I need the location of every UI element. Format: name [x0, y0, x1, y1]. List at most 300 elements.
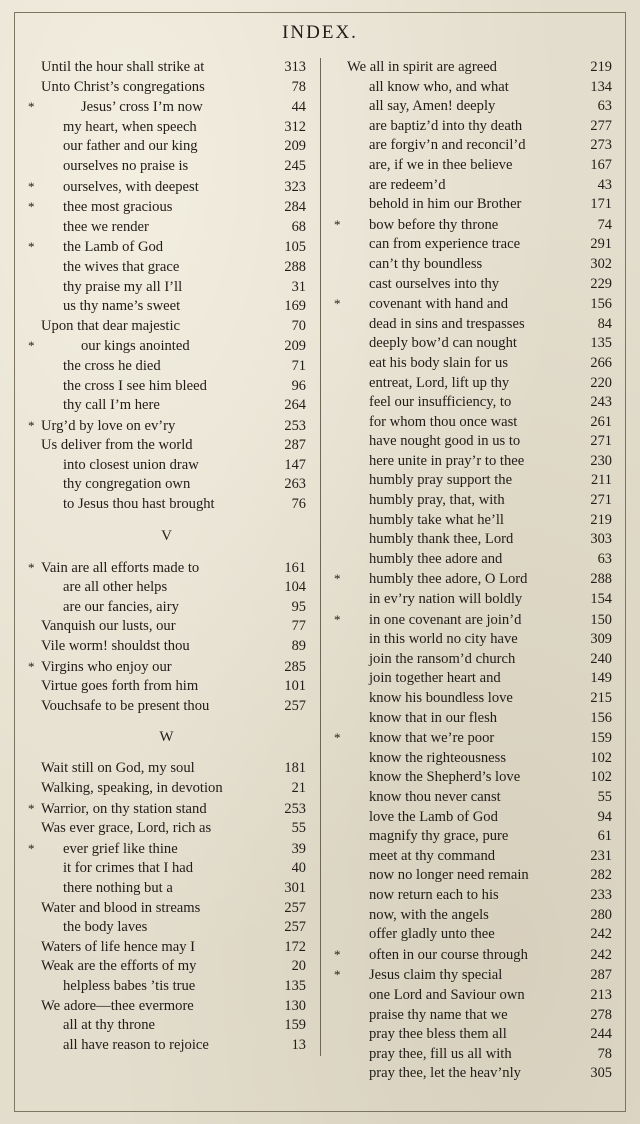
entry-title: know that in our flesh — [369, 709, 498, 726]
entry-title: pray thee, let the heav’nly — [369, 1065, 521, 1082]
index-entry — [334, 1045, 612, 1065]
entry-page-number: 167 — [590, 156, 612, 173]
index-entry — [334, 669, 612, 689]
entry-page-number: 156 — [590, 709, 612, 726]
entry-title: there nothing but a — [63, 879, 173, 896]
entry-title: thee we render — [63, 218, 149, 235]
index-entry — [28, 879, 306, 899]
index-entry — [334, 1064, 612, 1084]
entry-title: Walking, speaking, in devotion — [41, 780, 223, 796]
index-entry — [334, 906, 612, 926]
entry-page-number: 242 — [590, 946, 612, 963]
entry-title: it for crimes that I had — [63, 860, 194, 877]
entry-page-number: 55 — [597, 788, 612, 805]
index-entry — [334, 965, 612, 986]
entry-asterisk: * — [28, 338, 35, 354]
left-entries-u — [28, 58, 306, 515]
entry-title: often in our course through — [369, 946, 528, 963]
index-entry — [334, 413, 612, 433]
entry-title: helpless babes ’tis true — [63, 977, 196, 994]
entry-page-number: 169 — [284, 298, 306, 315]
entry-page-number: 288 — [590, 571, 612, 588]
entry-title: in ev’ry nation will boldly — [369, 591, 523, 608]
entry-title: all say, Amen! deeply — [369, 98, 496, 115]
index-entry — [28, 558, 306, 579]
left-entries-w — [28, 759, 306, 1055]
entry-page-number: 181 — [284, 760, 306, 777]
entry-title: Virgins who enjoy our — [41, 658, 172, 675]
entry-page-number: 43 — [597, 176, 612, 193]
entry-page-number: 70 — [291, 317, 306, 334]
entry-title: Until the hour shall strike at — [41, 59, 205, 75]
index-entry — [334, 58, 612, 78]
entry-page-number: 219 — [590, 59, 612, 75]
index-entry — [334, 117, 612, 137]
entry-title: in one covenant are join’d — [369, 611, 522, 628]
entry-page-number: 150 — [590, 611, 612, 628]
entry-page-number: 266 — [590, 354, 612, 371]
entry-page-number: 171 — [590, 196, 612, 213]
entry-page-number: 277 — [590, 117, 612, 134]
entry-title: Jesus claim thy special — [369, 967, 503, 984]
index-entry — [28, 218, 306, 238]
index-entry — [28, 819, 306, 839]
entry-title: Waters of life hence may I — [41, 938, 196, 955]
entry-page-number: 84 — [597, 315, 612, 332]
entry-title: magnify thy grace, pure — [369, 828, 509, 845]
entry-page-number: 245 — [284, 157, 306, 174]
index-entry — [28, 177, 306, 198]
index-entry — [334, 728, 612, 749]
entry-title: are redeem’d — [369, 176, 446, 193]
entry-title: eat his body slain for us — [369, 354, 509, 371]
entry-title: humbly thank thee, Lord — [369, 531, 514, 548]
entry-title: one Lord and Saviour own — [369, 986, 525, 1003]
entry-title: humbly pray, that, with — [369, 492, 505, 509]
entry-title: now no longer need remain — [369, 867, 529, 884]
entry-title: now return each to his — [369, 886, 499, 903]
entry-page-number: 303 — [590, 531, 612, 548]
index-entry — [28, 475, 306, 495]
entry-page-number: 63 — [597, 98, 612, 115]
index-entry — [334, 452, 612, 472]
entry-title: Vile worm! shouldst thou — [41, 638, 190, 655]
entry-title: can from experience trace — [369, 236, 521, 253]
entry-asterisk: * — [334, 296, 341, 312]
index-entry — [28, 396, 306, 416]
entry-title: know that we’re poor — [369, 730, 495, 747]
entry-page-number: 130 — [284, 997, 306, 1014]
entry-title: Wait still on God, my soul — [41, 760, 195, 777]
entry-page-number: 313 — [284, 59, 306, 75]
entry-page-number: 77 — [291, 618, 306, 635]
entry-title: humbly thee adore and — [369, 550, 503, 567]
index-entry — [28, 237, 306, 258]
entry-page-number: 287 — [284, 437, 306, 454]
entry-page-number: 63 — [597, 550, 612, 567]
index-entry — [334, 511, 612, 531]
entry-page-number: 230 — [590, 452, 612, 469]
entry-asterisk: * — [28, 559, 35, 575]
entry-page-number: 291 — [590, 236, 612, 253]
entry-title: now, with the angels — [369, 906, 489, 923]
entry-title: thy call I’m here — [63, 397, 160, 414]
page-content — [28, 22, 612, 1106]
index-entry — [334, 630, 612, 650]
entry-title: all have reason to rejoice — [63, 1036, 209, 1053]
index-entry — [28, 938, 306, 958]
entry-title: pray thee bless them all — [369, 1026, 507, 1043]
index-entry — [334, 275, 612, 295]
entry-title: the Lamb of God — [63, 239, 164, 256]
right-entries — [334, 58, 612, 1084]
entry-title: feel our insufficiency, to — [369, 394, 512, 411]
entry-title: Jesus’ cross I’m now — [81, 99, 203, 116]
entry-page-number: 102 — [590, 749, 612, 766]
entry-page-number: 134 — [590, 78, 612, 95]
entry-title: Vanquish our lusts, our — [41, 618, 176, 635]
index-entry — [334, 78, 612, 98]
entry-page-number: 159 — [284, 1017, 306, 1034]
entry-title: Warrior, on thy station stand — [41, 800, 207, 817]
index-entry — [334, 925, 612, 945]
entry-title: Vain are all efforts made to — [41, 559, 200, 576]
entry-title: praise thy name that we — [369, 1006, 508, 1023]
index-entry — [28, 677, 306, 697]
entry-title: ourselves no praise is — [63, 157, 189, 174]
entry-title: pray thee, fill us all with — [369, 1045, 512, 1062]
entry-page-number: 229 — [590, 275, 612, 292]
section-letter-w: W — [159, 729, 175, 746]
index-entry — [28, 637, 306, 657]
entry-page-number: 89 — [291, 638, 306, 655]
entry-title: thee most gracious — [63, 199, 173, 216]
index-entry — [28, 436, 306, 456]
entry-page-number: 135 — [284, 977, 306, 994]
index-entry — [28, 297, 306, 317]
index-entry — [334, 176, 612, 196]
entry-page-number: 78 — [291, 78, 306, 95]
index-entry — [28, 657, 306, 678]
entry-page-number: 31 — [291, 278, 306, 295]
index-entry — [334, 768, 612, 788]
index-entry — [28, 336, 306, 357]
index-entry — [28, 759, 306, 779]
index-entry — [28, 799, 306, 820]
entry-page-number: 264 — [284, 397, 306, 414]
index-entry — [28, 118, 306, 138]
index-entry — [334, 136, 612, 156]
entry-page-number: 21 — [291, 780, 306, 796]
entry-title: Urg’d by love on ev’ry — [41, 417, 176, 434]
index-entry — [28, 977, 306, 997]
index-entry — [28, 97, 306, 118]
entry-asterisk: * — [28, 840, 35, 856]
entry-asterisk: * — [28, 658, 35, 674]
entry-page-number: 172 — [284, 938, 306, 955]
entry-page-number: 312 — [284, 118, 306, 135]
entry-title: join the ransom’d church — [369, 650, 516, 667]
index-entry — [28, 456, 306, 476]
entry-page-number: 154 — [590, 591, 612, 608]
entry-page-number: 161 — [284, 559, 306, 576]
index-entry — [334, 866, 612, 886]
entry-page-number: 244 — [590, 1026, 612, 1043]
entry-title: the wives that grace — [63, 258, 180, 275]
entry-title: the body laves — [63, 919, 148, 936]
entry-page-number: 13 — [291, 1036, 306, 1053]
entry-page-number: 209 — [284, 338, 306, 355]
index-entry — [28, 918, 306, 938]
index-entry — [334, 689, 612, 709]
index-entry — [28, 377, 306, 397]
entry-page-number: 243 — [590, 394, 612, 411]
index-columns — [28, 58, 612, 1082]
index-entry — [28, 578, 306, 598]
entry-asterisk: * — [28, 800, 35, 816]
entry-title: Upon that dear majestic — [41, 317, 180, 334]
entry-title: love the Lamb of God — [369, 808, 498, 825]
entry-page-number: 309 — [590, 631, 612, 648]
entry-page-number: 305 — [590, 1065, 612, 1082]
entry-page-number: 40 — [291, 860, 306, 877]
entry-title: for whom thou once wast — [369, 413, 518, 430]
index-entry — [334, 749, 612, 769]
entry-asterisk: * — [334, 216, 341, 232]
index-entry — [334, 1025, 612, 1045]
entry-asterisk: * — [28, 99, 35, 115]
entry-page-number: 257 — [284, 697, 306, 714]
index-entry — [334, 1006, 612, 1026]
index-entry — [28, 317, 306, 337]
entry-page-number: 20 — [291, 958, 306, 975]
entry-asterisk: * — [334, 967, 341, 983]
index-entry — [28, 899, 306, 919]
entry-title: are baptiz’d into thy death — [369, 117, 523, 134]
index-entry — [28, 58, 306, 78]
entry-title: cast ourselves into thy — [369, 275, 500, 292]
index-entry — [28, 598, 306, 618]
entry-page-number: 219 — [590, 511, 612, 528]
entry-title: are forgiv’n and reconcil’d — [369, 137, 526, 154]
entry-page-number: 39 — [291, 840, 306, 857]
entry-page-number: 101 — [284, 678, 306, 695]
entry-page-number: 231 — [590, 847, 612, 864]
index-entry — [334, 550, 612, 570]
entry-page-number: 135 — [590, 335, 612, 352]
entry-title: the cross I see him bleed — [63, 377, 207, 394]
index-entry — [334, 709, 612, 729]
entry-title: all at thy throne — [63, 1017, 155, 1034]
entry-asterisk: * — [28, 178, 35, 194]
entry-title: our kings anointed — [81, 338, 190, 355]
entry-page-number: 261 — [590, 413, 612, 430]
entry-title: thy praise my all I’ll — [63, 278, 183, 295]
index-entry — [28, 1036, 306, 1056]
entry-title: Us deliver from the world — [41, 437, 193, 454]
index-entry — [334, 255, 612, 275]
entry-title: all know who, and what — [369, 78, 509, 95]
entry-page-number: 102 — [590, 769, 612, 786]
index-entry — [28, 137, 306, 157]
entry-title: bow before thy throne — [369, 216, 499, 233]
index-entry — [28, 416, 306, 437]
entry-page-number: 213 — [590, 986, 612, 1003]
right-column — [320, 58, 612, 1082]
entry-asterisk: * — [28, 199, 35, 215]
entry-title: into closest union draw — [63, 456, 199, 473]
entry-page-number: 273 — [590, 137, 612, 154]
entry-page-number: 282 — [590, 867, 612, 884]
index-entry — [334, 650, 612, 670]
entry-title: Weak are the efforts of my — [41, 958, 197, 975]
entry-page-number: 76 — [291, 496, 306, 513]
index-entry — [28, 957, 306, 977]
index-entry — [28, 997, 306, 1017]
index-entry — [334, 315, 612, 335]
entry-title: us thy name’s sweet — [63, 298, 181, 315]
entry-title: behold in him our Brother — [369, 196, 522, 213]
entry-title: know the Shepherd’s love — [369, 769, 521, 786]
index-entry — [334, 945, 612, 966]
index-entry — [334, 156, 612, 176]
entry-page-number: 240 — [590, 650, 612, 667]
entry-page-number: 323 — [284, 178, 306, 195]
entry-title: to Jesus thou hast brought — [63, 496, 215, 513]
entry-asterisk: * — [334, 571, 341, 587]
entry-title: offer gladly unto thee — [369, 926, 495, 943]
entry-title: We adore—thee evermore — [41, 997, 194, 1014]
index-entry — [28, 1016, 306, 1036]
index-entry — [334, 610, 612, 631]
entry-page-number: 78 — [597, 1045, 612, 1062]
entry-title: Water and blood in streams — [41, 899, 201, 916]
index-entry — [334, 788, 612, 808]
entry-title: humbly take what he’ll — [369, 511, 504, 528]
entry-page-number: 280 — [590, 906, 612, 923]
entry-title: are, if we in thee believe — [369, 156, 513, 173]
entry-page-number: 253 — [284, 800, 306, 817]
entry-page-number: 96 — [291, 377, 306, 394]
entry-title: here unite in pray’r to thee — [369, 452, 525, 469]
index-entry — [334, 235, 612, 255]
section-letter-v: V — [161, 527, 173, 544]
index-entry — [334, 808, 612, 828]
entry-title: deeply bow’d can nought — [369, 335, 517, 352]
index-entry — [334, 195, 612, 215]
index-entry — [334, 590, 612, 610]
entry-page-number: 147 — [284, 456, 306, 473]
entry-title: ever grief like thine — [63, 840, 178, 857]
entry-title: Virtue goes forth from him — [41, 678, 199, 695]
index-entry — [334, 827, 612, 847]
entry-page-number: 104 — [284, 579, 306, 596]
entry-page-number: 61 — [597, 828, 612, 845]
entry-page-number: 278 — [590, 1006, 612, 1023]
index-entry — [334, 354, 612, 374]
index-entry — [334, 97, 612, 117]
entry-title: our father and our king — [63, 138, 198, 155]
entry-title: humbly pray support the — [369, 472, 513, 489]
entry-title: covenant with hand and — [369, 296, 509, 313]
entry-page-number: 284 — [284, 199, 306, 216]
entry-title: meet at thy command — [369, 847, 496, 864]
entry-asterisk: * — [334, 611, 341, 627]
entry-page-number: 263 — [284, 476, 306, 493]
index-entry — [334, 491, 612, 511]
index-entry — [334, 432, 612, 452]
index-entry — [334, 530, 612, 550]
index-entry — [28, 357, 306, 377]
index-entry — [334, 374, 612, 394]
entry-page-number: 271 — [590, 492, 612, 509]
entry-page-number: 149 — [590, 670, 612, 687]
index-entry — [28, 495, 306, 515]
entry-page-number: 94 — [597, 808, 612, 825]
entry-page-number: 253 — [284, 417, 306, 434]
entry-asterisk: * — [334, 946, 341, 962]
index-entry — [334, 215, 612, 236]
index-entry — [28, 197, 306, 218]
entry-page-number: 105 — [284, 239, 306, 256]
entry-title: know thou never canst — [369, 788, 501, 805]
entry-title: thy congregation own — [63, 476, 191, 493]
entry-page-number: 55 — [291, 820, 306, 837]
entry-asterisk: * — [28, 417, 35, 433]
entry-title: humbly thee adore, O Lord — [369, 571, 528, 588]
entry-page-number: 302 — [590, 255, 612, 272]
entry-title: join together heart and — [369, 670, 501, 687]
entry-title: dead in sins and trespasses — [369, 315, 525, 332]
entry-title: know the righteousness — [369, 749, 507, 766]
entry-page-number: 257 — [284, 899, 306, 916]
entry-page-number: 287 — [590, 967, 612, 984]
entry-page-number: 44 — [291, 99, 306, 116]
entry-page-number: 271 — [590, 433, 612, 450]
entry-title: entreat, Lord, lift up thy — [369, 374, 510, 391]
index-entry — [334, 334, 612, 354]
index-entry — [334, 471, 612, 491]
entry-page-number: 156 — [590, 296, 612, 313]
index-entry — [334, 294, 612, 315]
entry-page-number: 68 — [291, 218, 306, 235]
entry-title: my heart, when speech — [63, 118, 197, 135]
index-entry — [28, 697, 306, 717]
entry-page-number: 288 — [284, 258, 306, 275]
index-entry — [28, 617, 306, 637]
entry-title: Unto Christ’s congregations — [41, 78, 205, 95]
index-entry — [28, 78, 306, 98]
entry-page-number: 95 — [291, 598, 306, 615]
entry-page-number: 257 — [284, 919, 306, 936]
index-entry — [28, 839, 306, 860]
entry-title: know his boundless love — [369, 690, 513, 706]
entry-page-number: 301 — [284, 879, 306, 896]
entry-page-number: 71 — [291, 357, 306, 374]
entry-title: in this world no city have — [369, 631, 518, 648]
entry-page-number: 242 — [590, 926, 612, 943]
entry-asterisk: * — [334, 730, 341, 746]
entry-title: the cross he died — [63, 357, 161, 374]
index-entry — [334, 886, 612, 906]
entry-title: are our fancies, airy — [63, 598, 179, 615]
entry-title: Vouchsafe to be present thou — [41, 697, 210, 714]
index-entry — [334, 986, 612, 1006]
index-entry — [28, 859, 306, 879]
index-entry — [28, 779, 306, 799]
index-entry — [28, 157, 306, 177]
entry-asterisk: * — [28, 239, 35, 255]
